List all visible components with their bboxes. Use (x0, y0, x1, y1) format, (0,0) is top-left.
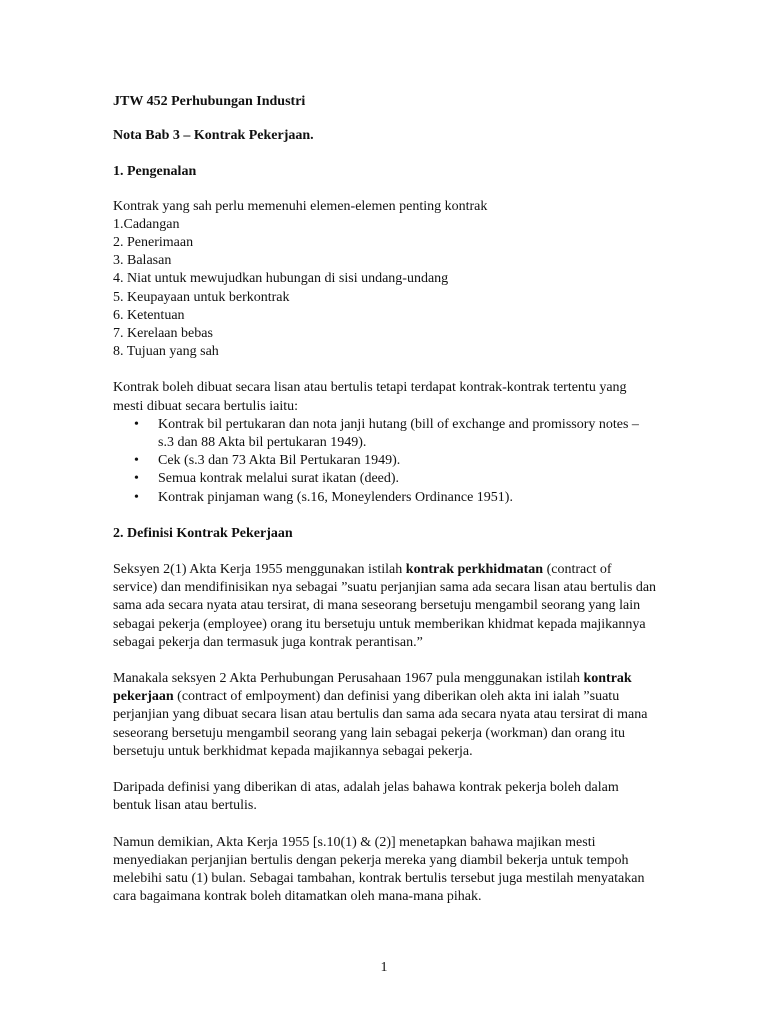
section-2-paragraph-1: Seksyen 2(1) Akta Kerja 1955 menggunakan istilah kontrak perkhidmatan (contract of service) dan mendifinisikan nya sebagai ”suatu perjanjian sama ada secara lisan atau bertulis dan sama ada secara nyata atau tersirat, di mana seseorang bersetuju mengambil seorang yang lain sebagai pekerja (employee) orang itu bersetuju untuk memberikan khidmat kepada majikannya sebagai pekerja dan termasuk juga kontrak perantisan.” (113, 562, 657, 650)
document-subtitle: Nota Bab 3 – Kontrak Pekerjaan. (113, 128, 314, 144)
section-2-paragraph-2: Manakala seksyen 2 Akta Perhubungan Perusahaan 1967 pula menggunakan istilah kontrak pekerjaan (contract of emlpoyment) dan definisi yang diberikan oleh akta ini ialah ”suatu perjanjian yang dibuat secara lisan atau bertulis dan sama ada secara nyata atau tersirat di mana seseorang bersetuju mengambil seorang yang lain sebagai pekerja (workman) dan orang itu bersetuju untuk berkhidmat kepada majikannya sebagai pekerja. (113, 671, 648, 759)
bullet-item: • Kontrak bil pertukaran dan nota janji hutang (bill of exchange and promissory notes – s.3 dan 88 Akta bil pertukaran 1949). (134, 416, 639, 451)
bullet-icon: • (134, 489, 139, 505)
bullet-item: • Kontrak pinjaman wang (s.16, Moneylenders Ordinance 1951). (113, 489, 658, 507)
section-1-intro: Kontrak yang sah perlu memenuhi elemen-elemen penting kontrak (113, 198, 488, 214)
bullet-item: • Cek (s.3 dan 73 Akta Bil Pertukaran 1949). (113, 452, 658, 470)
term-kontrak-perkhidmatan: kontrak perkhidmatan (405, 562, 544, 578)
written-contract-bullets (113, 416, 658, 507)
bullet-icon: • (134, 453, 139, 469)
section-2-paragraph-4: Namun demikian, Akta Kerja 1955 [s.10(1) & (2)] menetapkan bahawa majikan mesti menyediakan perjanjian bertulis dengan pekerja mereka yang diambil bekerja untuk tempoh melebihi satu (1) bulan. Sebagai tambahan, kontrak bertulis tersebut juga mestilah menyatakan cara bagaimana kontrak boleh ditamatkan oleh mana-mana pihak. (113, 834, 645, 905)
section-2-paragraph-3: Daripada definisi yang diberikan di atas, adalah jelas bahawa kontrak pekerja boleh dalam bentuk lisan atau bertulis. (113, 780, 619, 814)
list-item: 4. Niat untuk mewujudkan hubungan di sisi undang-undang (113, 271, 449, 287)
bullet-icon: • (134, 416, 139, 432)
contract-elements-list (113, 216, 658, 362)
bullet-item: • Semua kontrak melalui surat ikatan (deed). (113, 470, 658, 488)
list-item: 2. Penerimaan (113, 235, 194, 251)
page-number: 1 (380, 960, 388, 975)
document-body (113, 93, 658, 906)
written-contract-intro: Kontrak boleh dibuat secara lisan atau bertulis tetapi terdapat kontrak-kontrak tertentu yang mesti dibuat secara bertulis iaitu: (113, 380, 627, 414)
section-1-heading: 1. Pengenalan (113, 164, 197, 180)
list-item: 6. Ketentuan (113, 307, 185, 323)
list-item: 7. Kerelaan bebas (113, 326, 213, 342)
term-kontrak-pekerjaan: kontrak pekerjaan (113, 671, 632, 705)
bullet-icon: • (134, 471, 139, 487)
list-item: 5. Keupayaan untuk berkontrak (113, 289, 290, 305)
list-item: 1.Cadangan (113, 216, 180, 232)
list-item: 3. Balasan (113, 253, 172, 269)
document-title: JTW 452 Perhubungan Industri (113, 94, 306, 109)
list-item: 8. Tujuan yang sah (113, 344, 219, 360)
section-2-heading: 2. Definisi Kontrak Pekerjaan (113, 525, 293, 541)
